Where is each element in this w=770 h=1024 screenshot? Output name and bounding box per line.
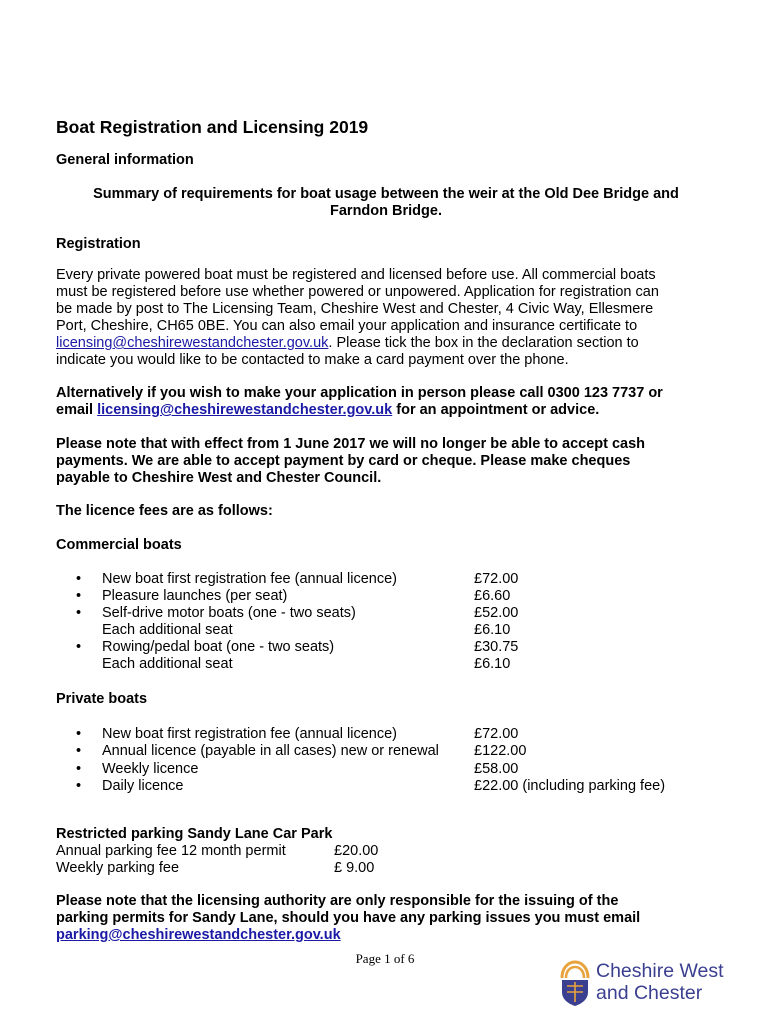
registration-text-line: be made by post to The Licensing Team, Cheshire West and Chester, 4 Civic Way, Ellesmere: [56, 301, 654, 317]
alternative-contact-line: [56, 402, 599, 419]
fee-amount: £6.10: [474, 622, 511, 638]
bullet-icon: •: [76, 639, 82, 655]
fee-amount: £52.00: [474, 605, 519, 621]
summary-line-1: Summary of requirements for boat usage between the weir at the Old Dee Bridge and: [93, 186, 679, 202]
fee-label: Weekly licence: [102, 761, 199, 777]
general-info-heading: General information: [56, 152, 194, 168]
bullet-icon: •: [76, 726, 82, 742]
fee-list-item: [56, 656, 716, 673]
alternative-contact-fragment: email: [56, 402, 98, 418]
parking-note-line: parking permits for Sandy Lane, should you have any parking issues you must email: [56, 910, 641, 926]
fee-amount: £6.60: [474, 588, 511, 604]
fee-amount: £72.00: [474, 571, 519, 587]
parking-fee-row: [56, 860, 375, 877]
parking-email-link[interactable]: parking@cheshirewestandchester.gov.uk: [56, 927, 341, 943]
private-boats-heading: Private boats: [56, 691, 148, 707]
bullet-icon: •: [76, 571, 82, 587]
bullet-icon: •: [76, 761, 82, 777]
payment-note-line: payable to Cheshire West and Chester Council.: [56, 470, 382, 486]
payment-note-line: Please note that with effect from 1 June 2017 we will no longer be able to accept cash: [56, 436, 646, 452]
fee-label: New boat first registration fee (annual licence): [102, 726, 397, 742]
fee-list-item: [56, 622, 716, 639]
bullet-icon: •: [76, 588, 82, 604]
fee-list-item: [56, 639, 716, 656]
summary-line-2: Farndon Bridge.: [330, 203, 442, 219]
fee-label: Self-drive motor boats (one - two seats): [102, 605, 356, 621]
fee-list-item: [56, 588, 716, 605]
fee-label: New boat first registration fee (annual licence): [102, 571, 397, 587]
fee-list-item: [56, 778, 716, 795]
registration-heading: Registration: [56, 236, 141, 252]
logo-wordmark: [596, 960, 724, 1004]
licensing-email-link[interactable]: licensing@cheshirewestandchester.gov.uk: [56, 335, 329, 351]
fee-list-item: [56, 743, 716, 760]
fee-list-item: [56, 571, 716, 588]
fee-label: Each additional seat: [102, 622, 233, 638]
parking-fee-amount: £ 9.00: [334, 860, 375, 876]
fee-amount: £6.10: [474, 656, 511, 672]
bullet-icon: •: [76, 778, 82, 794]
parking-note-line: Please note that the licensing authority are only responsible for the issuing of the: [56, 893, 619, 909]
fee-amount: £30.75: [474, 639, 519, 655]
council-crest-icon: [556, 958, 594, 1008]
registration-text-line: must be registered before use whether powered or unpowered. Application for registration can: [56, 284, 659, 300]
parking-fee-label: Annual parking fee 12 month permit: [56, 843, 286, 859]
fee-list-item: [56, 605, 716, 622]
fee-amount: £122.00: [474, 743, 527, 759]
document-title: Boat Registration and Licensing 2019: [56, 117, 369, 137]
bullet-icon: •: [76, 605, 82, 621]
page-number: Page 1 of 6: [355, 951, 415, 966]
fee-label: Rowing/pedal boat (one - two seats): [102, 639, 335, 655]
registration-text-line: indicate you would like to be contacted to make a card payment over the phone.: [56, 352, 569, 368]
registration-text-line: [56, 335, 639, 352]
registration-text-line: Every private powered boat must be registered and licensed before use. All commercial boats: [56, 267, 656, 283]
fees-heading: The licence fees are as follows:: [56, 503, 273, 519]
fee-label: Pleasure launches (per seat): [102, 588, 288, 604]
parking-fee-amount: £20.00: [334, 843, 379, 859]
fee-amount: £72.00: [474, 726, 519, 742]
fee-amount: £58.00: [474, 761, 519, 777]
fee-list-item: [56, 726, 716, 743]
parking-heading: Restricted parking Sandy Lane Car Park: [56, 826, 333, 842]
fee-label: Annual licence (payable in all cases) new or renewal: [102, 743, 439, 759]
fee-label: Each additional seat: [102, 656, 233, 672]
payment-note-line: payments. We are able to accept payment by card or cheque. Please make cheques: [56, 453, 631, 469]
registration-text-line: Port, Cheshire, CH65 0BE. You can also email your application and insurance certificate to: [56, 318, 638, 334]
parking-fee-row: [56, 843, 379, 860]
alternative-contact-fragment: for an appointment or advice.: [392, 402, 600, 418]
fee-label: Daily licence: [102, 778, 184, 794]
council-logo: [556, 958, 736, 1008]
commercial-boats-heading: Commercial boats: [56, 537, 182, 553]
fee-amount: £22.00 (including parking fee): [474, 778, 666, 794]
bullet-icon: •: [76, 743, 82, 759]
registration-text-fragment: . Please tick the box in the declaration section to: [328, 335, 639, 351]
logo-line-1: Cheshire West: [596, 960, 724, 982]
parking-fee-label: Weekly parking fee: [56, 860, 180, 876]
logo-line-2: and Chester: [596, 982, 703, 1004]
licensing-email-link-2[interactable]: licensing@cheshirewestandchester.gov.uk: [97, 402, 393, 418]
parking-note-line: [56, 927, 341, 944]
fee-list-item: [56, 761, 716, 778]
alternative-contact-line: Alternatively if you wish to make your application in person please call 0300 123 7737 or: [56, 385, 663, 401]
